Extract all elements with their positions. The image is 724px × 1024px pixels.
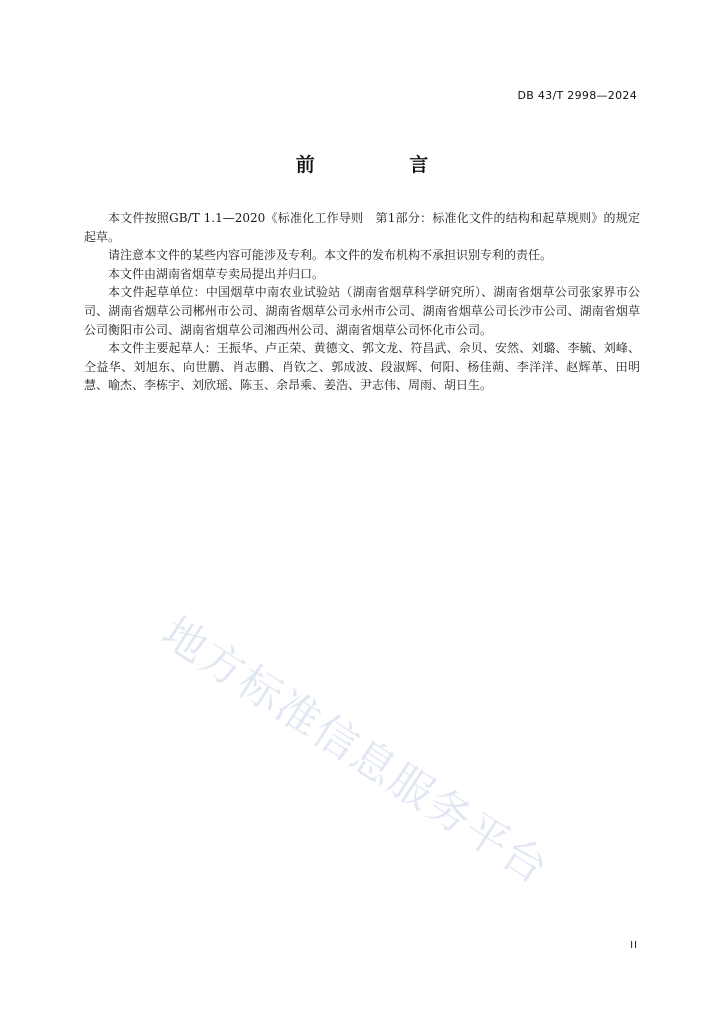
watermark-text: 地方标准信息服务平台 [152,607,558,895]
paragraph-patent-notice: 请注意本文件的某些内容可能涉及专利。本文件的发布机构不承担识别专利的责任。 [108,248,553,263]
paragraph-drafting-organizations: 本文件起草单位：中国烟草中南农业试验站（湖南省烟草科学研究所）、湖南省烟草公司张家界市公司、湖南省烟草公司郴州市公司、湖南省烟草公司永州市公司、湖南省烟草公司长沙市公司、湖南省烟草公司衡阳市公司、湖南省烟草公司湘西州公司、湖南省烟草公司怀化市公司。 [84,285,640,337]
paragraph-drafting-basis: 本文件按照GB/T 1.1—2020《标准化工作导则 第1部分：标准化文件的结构和起草规则》的规定起草。 [84,211,640,244]
paragraph-proposer: 本文件由湖南省烟草专卖局提出并归口。 [108,266,325,281]
foreword-body [84,209,640,395]
standard-code: DB 43/T 2998—2024 [517,89,637,102]
page-title: 前 言 [295,154,473,176]
page-number: II [630,940,638,951]
paragraph-drafters: 本文件主要起草人：王振华、卢正荣、黄德文、郭文龙、符昌武、佘贝、安然、刘璐、李毓、刘峰、仝益华、刘旭东、向世鹏、肖志鹏、肖钦之、郭成波、段淑辉、何阳、杨佳蒴、李洋洋、赵辉革、田明慧、喻杰、李栋宇、刘欣瑶、陈玉、余昂乘、姜浩、尹志伟、周雨、胡日生。 [84,341,640,393]
